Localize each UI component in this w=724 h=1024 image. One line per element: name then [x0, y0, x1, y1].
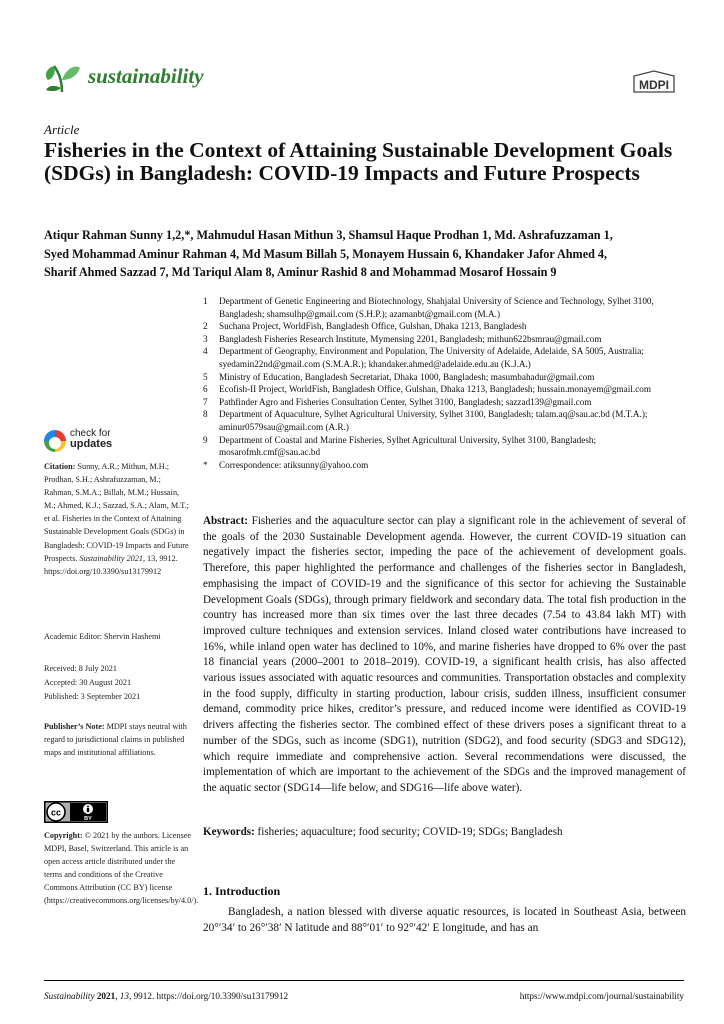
article-type: Article: [44, 122, 80, 137]
abstract: [203, 514, 686, 797]
copyright-label: Copyright:: [44, 831, 83, 840]
footer-citation: Sustainability 2021, 13, 9912. https://doi.org/10.3390/su13179912: [44, 991, 289, 1001]
citation-tail[interactable]: , 13, 9912. https://doi.org/10.3390/su13179912: [44, 553, 178, 576]
affiliation-text: Department of Aquaculture, Sylhet Agricultural University, Sylhet 3100, Bangladesh; talam.aq@sau.ac.bd (M.T.A.); aminur0579sau@gmail.com (A.R.): [219, 409, 648, 432]
affiliation-number: 4: [203, 346, 208, 357]
footer-doi[interactable]: , 9912. https://doi.org/10.3390/su13179912: [128, 991, 289, 1001]
affiliation-text: Ministry of Education, Bangladesh Secretariat, Dhaka 1000, Bangladesh; masumbahadur@gmail.com: [219, 371, 595, 382]
publisher-note-text: MDPI stays neutral with regard to jurisdictional claims in published maps and institutional affiliations.: [44, 722, 187, 758]
footer-divider: [44, 980, 684, 981]
keywords-label: Keywords:: [203, 826, 255, 838]
keywords: [203, 825, 686, 841]
affiliation-number: 8: [203, 409, 208, 420]
citation-journal: Sustainability 2021: [79, 553, 143, 563]
sustainability-leaf-logo-icon: [42, 58, 82, 94]
academic-editor: Academic Editor: Shervin Hashemi: [44, 632, 161, 641]
publisher-note-label: Publisher’s Note:: [44, 722, 105, 731]
abstract-label: Abstract:: [203, 515, 248, 527]
affiliation-text: Department of Geography, Environment and Population, The University of Adelaide, Adelaide, SA 5005, Australia; syedamin22nd@gmail.com (S.M.A.R.); khandaker.ahmed@adelaide.edu.au (K.J.A.): [219, 346, 644, 369]
abstract-text: Fisheries and the aquaculture sector can play a significant role in the achievement of several of the goals of the 2030 Sustainable Development agenda. However, the current COVID-19 situation can negatively impact the fisheries sector, impeding the pace of the achievement of development goals. Therefore, this paper highlighted the performance and challenges of the fisheries sector in Bangladesh, emphasising the impact of COVID-19 and the significance of this sector for achieving the Sustainable Development Goals (SDGs), through primary fieldwork and secondary data. The total fish production in the country has increased more than six times over the last three decades (7.54 to 43.84 lakh MT) with improved culture techniques and extension services. Inland closed water contributions have increased to 16%, while inland open water has declined to 10%, and marine fisheries have dropped to 6% over the past 18 financial years (2000–2001 to 2018–2019). COVID-19, a significant health crisis, has also affected various issues associated with aquatic resources and communities. Transportation obstacles and complexity in the food supply, difficulty in starting production, labour crisis, sudden illness, insufficient consumer demand, commodity price hikes, creditor’s pressure, and reduced income were identified as COVID-19 drivers affecting the fisheries sector. The combined effect of these drivers poses a significant threat to a number of the SDGs, such as income (SDG1), nutrition (SDG2), and food security (SDG3 and SDG12), which require immediate and comprehensive action. Several recommendations were discussed, the implementation of which are important to the achievement of the SDGs and the improved management of the aquatic sector (SDG14—life below, and SDG16—life above water).: [203, 515, 686, 794]
affiliation-number: 1: [203, 296, 208, 306]
citation-block: [44, 460, 192, 578]
affiliation-item: [203, 295, 687, 320]
affiliation-number: 3: [203, 333, 208, 344]
footer-volume: 13: [119, 991, 129, 1001]
footer-year: 2021: [96, 991, 116, 1001]
check-updates-line2: updates: [70, 438, 113, 450]
affiliation-item: [203, 345, 687, 370]
mdpi-logo[interactable]: [630, 70, 678, 96]
introduction-paragraph: Bangladesh, a nation blessed with diverse aquatic resources, is located in Southeast Asia, between 20°′34′ to 26°′38′ N latitude and 88°′01′ to 92°′42′ E longitude, and has an: [203, 906, 686, 934]
footer-journal: Sustainability: [44, 991, 95, 1001]
citation-label: Citation:: [44, 462, 76, 471]
check-updates-line1: check for: [70, 428, 111, 439]
affiliation-text: Correspondence: atiksunny@yahoo.com: [219, 459, 369, 470]
affiliation-item: [203, 396, 687, 409]
affiliation-item: [203, 320, 687, 333]
affiliation-text: Department of Coastal and Marine Fisheries, Sylhet Agricultural University, Sylhet 3100, Bangladesh; mosarofmh.cmf@sau.ac.bd: [219, 434, 597, 458]
affiliation-item: [203, 434, 687, 459]
affiliation-number: 6: [203, 384, 208, 395]
affiliations: [203, 295, 687, 471]
keywords-text: fisheries; aquaculture; food security; COVID-19; SDGs; Bangladesh: [257, 826, 563, 838]
affiliation-number: 7: [203, 396, 208, 407]
section-heading-introduction: 1. Introduction: [203, 884, 281, 898]
cc-icon: cc: [50, 807, 62, 818]
affiliation-item: [203, 371, 687, 384]
mdpi-label: MDPI: [639, 78, 669, 92]
affiliation-number: 2: [203, 321, 208, 332]
author-line-2: Syed Mohammad Aminur Rahman 4, Md Masum Billah 5, Monayem Hussain 6, Khandaker Jafor Ahmed 4,: [44, 246, 608, 261]
journal-name[interactable]: sustainability: [88, 64, 204, 88]
affiliation-item: [203, 383, 687, 396]
affiliation-text: Department of Genetic Engineering and Biotechnology, Shahjalal University of Science and Technology, Sylhet 3100, Bangladesh; shamsulhp@gmail.com (S.H.P.); azamanbt@gmail.com (M.A.): [219, 296, 654, 319]
cc-by-license-badge[interactable]: [44, 801, 108, 823]
check-updates-icon: [44, 430, 66, 452]
author-list: [44, 226, 684, 282]
affiliation-number: *: [203, 459, 208, 470]
author-line-1: Atiqur Rahman Sunny 1,2,*, Mahmudul Hasan Mithun 3, Shamsul Haque Prodhan 1, Md. Ashrafuzzaman 1,: [44, 228, 613, 242]
footer-journal-url[interactable]: https://www.mdpi.com/journal/sustainability: [519, 991, 684, 1001]
affiliation-number: 5: [203, 371, 208, 382]
affiliation-number: 9: [203, 434, 208, 445]
author-line-3: Sharif Ahmed Sazzad 7, Md Tariqul Alam 8, Aminur Rashid 8 and Mohammad Mosarof Hossain 9: [44, 265, 557, 279]
copyright-text: © 2021 by the authors. Licensee MDPI, Basel, Switzerland. This article is an open access article distributed under the terms and conditions of the Creative Commons Attribution (CC BY) license (https://creativecommons.org/licenses/by/4.0/).: [44, 831, 199, 906]
published-date: Published: 3 September 2021: [44, 692, 141, 701]
affiliation-item: [203, 459, 687, 472]
check-for-updates-button[interactable]: [44, 428, 154, 462]
by-icon: BY: [84, 816, 92, 822]
affiliation-text: Bangladesh Fisheries Research Institute, Mymensing 2201, Bangladesh; mithun622bsmrau@gmail.com: [219, 333, 602, 344]
publisher-note: [44, 720, 192, 759]
affiliation-text: Ecofish-II Project, WorldFish, Bangladesh Office, Gulshan, Dhaka 1213, Bangladesh; hussain.monayem@gmail.com: [219, 384, 651, 395]
citation-text: Sunny, A.R.; Mithun, M.H.; Prodhan, S.H.; Ashrafuzzaman, M.; Rahman, S.M.A.; Billah, M.M.; Hussain, M.; Ahmed, K.J.; Sazzad, S.A.; Alam, M.T.; et al. Fisheries in the Context of Attaining Sustainable Development Goals (SDGs) in Bangladesh: COVID-19 Impacts and Future Prospects.: [44, 462, 189, 563]
copyright-notice: [44, 829, 199, 908]
affiliation-item: [203, 333, 687, 346]
affiliation-text: Suchana Project, WorldFish, Bangladesh Office, Gulshan, Dhaka 1213, Bangladesh: [219, 321, 527, 332]
paper-title: Fisheries in the Context of Attaining Sustainable Development Goals (SDGs) in Bangladesh: COVID-19 Impacts and Future Prospects: [44, 138, 673, 185]
received-date: Received: 8 July 2021: [44, 664, 117, 673]
accepted-date: Accepted: 30 August 2021: [44, 678, 132, 687]
affiliation-item: [203, 408, 687, 433]
affiliation-text: Pathfinder Agro and Fisheries Consultation Center, Sylhet 3100, Bangladesh; sazzad139@gmail.com: [219, 396, 592, 407]
